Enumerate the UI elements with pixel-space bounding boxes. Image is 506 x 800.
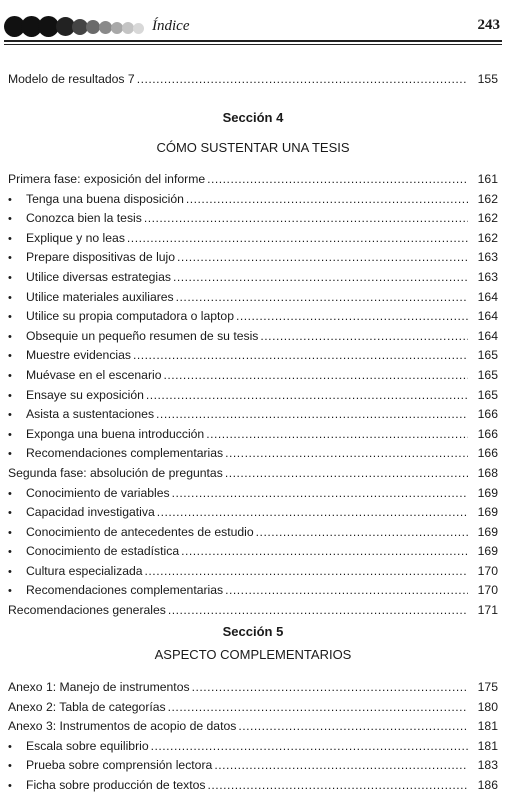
toc-entry-page: 165 [477, 348, 498, 363]
bullet-icon: • [8, 350, 12, 363]
toc-entry-label: Recomendaciones generales [8, 603, 166, 618]
dot-leader [225, 444, 468, 464]
toc-entry [6, 484, 498, 504]
toc-entry-label: Exponga una buena introducción [26, 426, 205, 441]
dot-leader [144, 209, 468, 229]
toc-entry [6, 327, 498, 347]
toc-entry [6, 170, 498, 190]
toc-entry-label: Cultura especializada [26, 563, 143, 578]
toc-entry-page: 162 [477, 211, 498, 226]
bullet-icon: • [8, 740, 12, 753]
toc-entry [6, 601, 498, 621]
dot-leader [172, 484, 468, 504]
dot-leader [208, 776, 468, 796]
bullet-icon: • [8, 585, 12, 598]
toc-entry-label: Recomendaciones complementarias [26, 583, 224, 598]
bullet-icon: • [8, 546, 12, 559]
toc-entry-page: 169 [477, 505, 498, 520]
dot-leader [168, 698, 468, 718]
toc-entry-label: Explique y no leas [26, 230, 125, 245]
dot-leader [127, 229, 468, 249]
toc-entry-page: 169 [477, 524, 498, 539]
toc-entry [6, 366, 498, 386]
toc-entry [6, 288, 498, 308]
dot-leader [173, 268, 468, 288]
toc-entry [6, 229, 498, 249]
toc-entry [6, 581, 498, 601]
bullet-icon: • [8, 291, 12, 304]
intro-entries [6, 70, 498, 90]
toc-entry-page: 183 [477, 758, 498, 773]
dot-leader [225, 464, 468, 484]
toc-entry [6, 248, 498, 268]
dot-leader [151, 737, 468, 757]
dot-leader [168, 601, 468, 621]
bullet-icon: • [8, 330, 12, 343]
toc-entry-label: Utilice su propia computadora o laptop [26, 309, 234, 324]
toc-entry-page: 169 [477, 544, 498, 559]
toc-entry-page: 180 [477, 699, 498, 714]
toc-entry [6, 737, 498, 757]
toc-entry-label: Conocimiento de variables [26, 485, 170, 500]
bullet-icon: • [8, 487, 12, 500]
toc-entry-page: 181 [477, 738, 498, 753]
toc-entry-label: Prueba sobre comprensión lectora [26, 758, 213, 773]
dot-leader [146, 386, 468, 406]
toc-entry-page: 170 [477, 583, 498, 598]
toc-entry-page: 164 [477, 309, 498, 324]
bullet-icon: • [8, 252, 12, 265]
toc-entry-label: Anexo 3: Instrumentos de acopio de datos [8, 719, 237, 734]
dot-leader [256, 523, 468, 543]
toc-entry-label: Conocimiento de antecedentes de estudio [26, 524, 254, 539]
toc-entry-page: 171 [477, 603, 498, 618]
dot-leader [236, 307, 468, 327]
toc-entry-page: 166 [477, 446, 498, 461]
toc-entry [6, 70, 498, 90]
toc-entry [6, 307, 498, 327]
toc-entry-label: Ficha sobre producción de textos [26, 777, 206, 792]
toc-entry-page: 166 [477, 407, 498, 422]
toc-entry [6, 268, 498, 288]
toc-entry-label: Tenga una buena disposición [26, 191, 184, 206]
toc-entry-page: 186 [477, 777, 498, 792]
toc-entry-page: 164 [477, 328, 498, 343]
dot-leader [133, 346, 468, 366]
toc-entry-page: 181 [477, 719, 498, 734]
toc-entry-label: Anexo 2: Tabla de categorías [8, 699, 166, 714]
toc-entry [6, 542, 498, 562]
toc-entry-label: Prepare dispositivas de lujo [26, 250, 176, 265]
toc-entry-label: Utilice materiales auxiliares [26, 289, 174, 304]
toc-entry-page: 170 [477, 563, 498, 578]
dot-leader [225, 581, 468, 601]
toc-entry [6, 464, 498, 484]
toc-entry [6, 678, 498, 698]
bullet-icon: • [8, 526, 12, 539]
dot-leader [164, 366, 469, 386]
section-4-subtitle: CÓMO SUSTENTAR UNA TESIS [156, 140, 350, 155]
dot-leader [157, 503, 468, 523]
section-5-subtitle: ASPECTO COMPLEMENTARIOS [154, 647, 352, 662]
toc-entry-label: Escala sobre equilibrio [26, 738, 149, 753]
dot-leader [156, 405, 468, 425]
bullet-icon: • [8, 271, 12, 284]
toc-entry [6, 405, 498, 425]
toc-entry [6, 717, 498, 737]
dot-leader [145, 562, 468, 582]
toc-entry [6, 386, 498, 406]
toc-entry [6, 190, 498, 210]
toc-entry-label: Capacidad investigativa [26, 505, 155, 520]
toc-entry [6, 503, 498, 523]
toc-entry-label: Muestre evidencias [26, 348, 131, 363]
toc-entry-page: 175 [477, 680, 498, 694]
toc-entry-label: Segunda fase: absolución de preguntas [8, 465, 223, 480]
toc-entry [6, 444, 498, 464]
toc-entry-page: 162 [477, 230, 498, 245]
toc-entry [6, 209, 498, 229]
header-rule [4, 40, 502, 42]
dot-leader [192, 678, 468, 698]
bullet-icon: • [8, 565, 12, 578]
dot-leader [137, 70, 468, 90]
bullet-icon: • [8, 779, 12, 792]
toc-entry-label: Ensaye su exposición [26, 387, 144, 402]
toc-entry-page: 155 [477, 72, 498, 86]
toc-entry-label: Recomendaciones complementarias [26, 446, 224, 461]
bullet-icon: • [8, 448, 12, 461]
toc-entry-label: Conocimiento de estadística [26, 544, 180, 559]
section-4-entries [6, 170, 498, 621]
toc-entry-page: 166 [477, 426, 498, 441]
bullet-icon: • [8, 193, 12, 206]
dot-leader [214, 756, 468, 776]
dot-leader [260, 327, 468, 347]
toc-entry-page: 161 [477, 172, 498, 186]
toc-entry-page: 163 [477, 250, 498, 265]
toc-entry-label: Muévase en el escenario [26, 367, 162, 382]
toc-entry-label: Primera fase: exposición del informe [8, 172, 206, 186]
header-rule-thin [4, 44, 502, 45]
toc-entry-label: Utilice diversas estrategias [26, 269, 171, 284]
toc-entry [6, 756, 498, 776]
dot-leader [207, 170, 468, 190]
section-5-entries [6, 678, 498, 796]
toc-entry-label: Asista a sustentaciones [26, 407, 155, 422]
toc-entry [6, 346, 498, 366]
bullet-icon: • [8, 389, 12, 402]
section-4-heading: Sección 4 [222, 110, 284, 125]
toc-entry [6, 425, 498, 445]
bullet-icon: • [8, 760, 12, 773]
dot-leader [186, 190, 468, 210]
toc-entry [6, 698, 498, 718]
bullet-icon: • [8, 369, 12, 382]
bullet-icon: • [8, 311, 12, 324]
toc-entry-page: 168 [477, 465, 498, 480]
running-header [4, 6, 500, 42]
bullet-icon: • [8, 213, 12, 226]
header-title: Índice [152, 18, 190, 34]
toc-entry-page: 165 [477, 387, 498, 402]
bullet-icon: • [8, 428, 12, 441]
bullet-icon: • [8, 232, 12, 245]
dot-leader [206, 425, 468, 445]
toc-entry-label: Anexo 1: Manejo de instrumentos [8, 680, 190, 694]
toc-entry-label: Obsequie un pequeño resumen de su tesis [26, 328, 259, 343]
toc-entry-page: 162 [477, 191, 498, 206]
section-5-heading: Sección 5 [222, 624, 284, 639]
toc-entry-label: Modelo de resultados 7 [8, 72, 135, 86]
toc-entry [6, 776, 498, 796]
dot-leader [177, 248, 468, 268]
dot-leader [176, 288, 468, 308]
toc-entry-page: 169 [477, 485, 498, 500]
bullet-icon: • [8, 409, 12, 422]
page-number: 243 [477, 17, 500, 33]
dot-leader [238, 717, 468, 737]
bullet-icon: • [8, 507, 12, 520]
dot-leader [181, 542, 468, 562]
toc-entry [6, 562, 498, 582]
toc-entry [6, 523, 498, 543]
toc-entry-page: 164 [477, 289, 498, 304]
toc-entry-page: 163 [477, 269, 498, 284]
toc-entry-label: Conozca bien la tesis [26, 211, 142, 226]
toc-entry-page: 165 [477, 367, 498, 382]
